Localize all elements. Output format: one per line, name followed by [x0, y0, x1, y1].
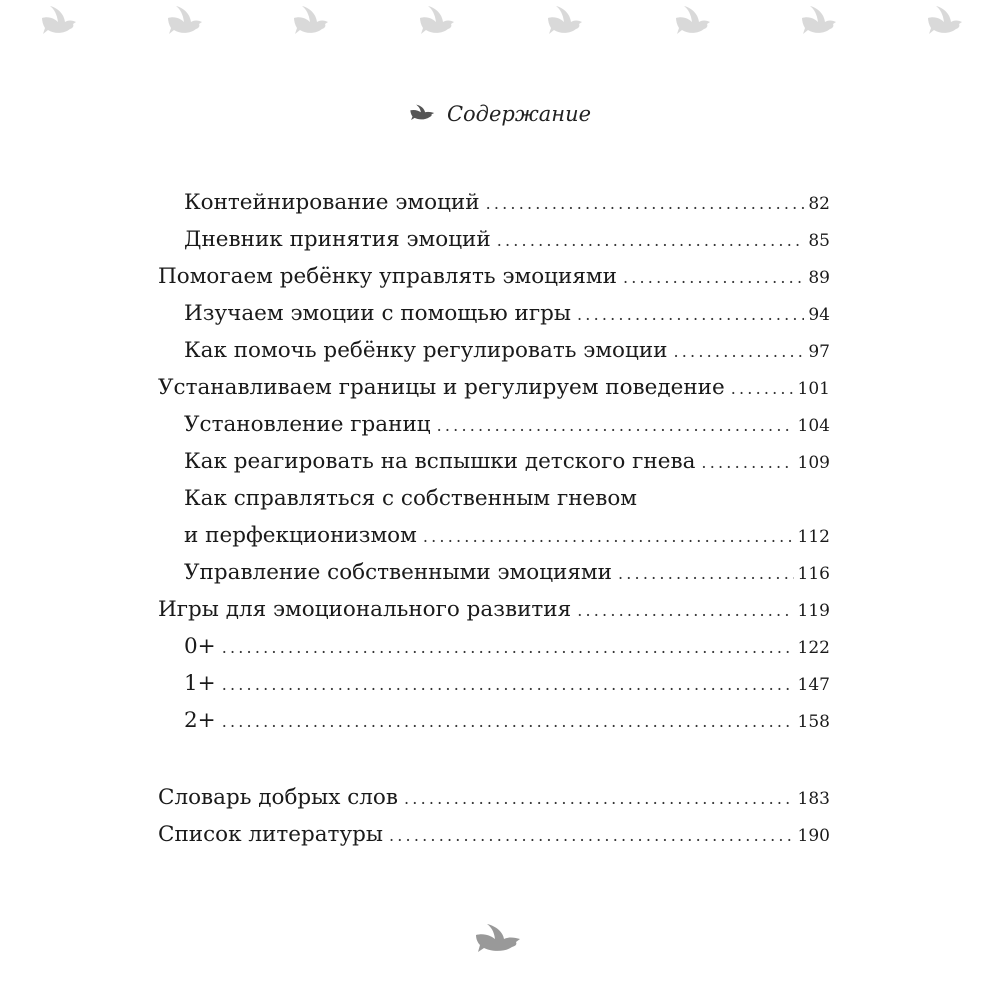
bird-icon	[166, 4, 206, 40]
dot-leader	[623, 259, 804, 296]
dot-leader	[404, 780, 794, 817]
table-of-contents	[158, 184, 830, 853]
toc-entry-page: 116	[797, 564, 830, 584]
dot-leader	[222, 703, 794, 740]
toc-entry-title: Как помочь ребёнку регулировать эмоции	[184, 338, 668, 363]
toc-entry-page: 158	[797, 712, 830, 732]
toc-entry-title: 0+	[184, 634, 216, 659]
dot-leader	[731, 370, 794, 407]
dot-leader	[701, 444, 793, 481]
bird-icon	[926, 4, 966, 40]
toc-entry-page: 122	[797, 638, 830, 658]
bird-icon	[409, 103, 437, 123]
toc-entry-title: Словарь добрых слов	[158, 785, 398, 810]
toc-entry-page: 101	[797, 379, 830, 399]
toc-entry-page: 82	[808, 194, 830, 214]
toc-entry-title: Контейнирование эмоций	[184, 190, 480, 215]
dot-leader	[577, 592, 793, 629]
toc-entry-page: 97	[808, 342, 830, 362]
bird-icon	[40, 4, 80, 40]
toc-entry[interactable]	[158, 406, 830, 443]
bird-icon	[474, 922, 524, 956]
bird-icon	[418, 4, 458, 40]
toc-entry-title: Устанавливаем границы и регулируем поведение	[158, 375, 725, 400]
toc-entry-title: Установление границ	[184, 412, 431, 437]
toc-entry[interactable]	[158, 702, 830, 739]
toc-entry[interactable]	[158, 665, 830, 702]
toc-entry[interactable]	[158, 591, 830, 628]
dot-leader	[618, 555, 794, 592]
toc-entry[interactable]	[158, 332, 830, 369]
toc-entry[interactable]	[158, 816, 830, 853]
toc-entry-page: 112	[797, 527, 830, 547]
bird-icon	[674, 4, 714, 40]
toc-entry[interactable]	[158, 480, 830, 554]
dot-leader	[437, 407, 794, 444]
toc-entry[interactable]	[158, 369, 830, 406]
toc-entry-title: Дневник принятия эмоций	[184, 227, 491, 252]
toc-entry[interactable]	[158, 295, 830, 332]
dot-leader	[222, 666, 794, 703]
bird-icon	[292, 4, 332, 40]
dot-leader	[673, 333, 804, 370]
toc-entry-page: 190	[797, 826, 830, 846]
toc-entry[interactable]	[158, 221, 830, 258]
toc-entry-title: Список литературы	[158, 822, 383, 847]
toc-entry[interactable]	[158, 628, 830, 665]
dot-leader	[577, 296, 804, 333]
toc-entry[interactable]	[158, 554, 830, 591]
toc-entry-page: 89	[808, 268, 830, 288]
toc-entry-title: Как реагировать на вспышки детского гнева	[184, 449, 696, 474]
toc-entry[interactable]	[158, 258, 830, 295]
toc-entry-title: Помогаем ребёнку управлять эмоциями	[158, 264, 617, 289]
toc-entry-page: 183	[797, 789, 830, 809]
toc-entry-page: 109	[797, 453, 830, 473]
decorative-bird-row	[0, 4, 1000, 52]
toc-entry-title-continued: и перфекционизмом	[184, 523, 417, 548]
toc-entry-page: 94	[808, 305, 830, 325]
toc-entry-page: 147	[797, 675, 830, 695]
toc-entry-title: 1+	[184, 671, 216, 696]
bird-icon	[546, 4, 586, 40]
toc-entry-title: Управление собственными эмоциями	[184, 560, 612, 585]
section-gap	[158, 739, 830, 779]
toc-entry-title: Как справляться с собственным гневом	[184, 486, 638, 511]
header-title: Содержание	[446, 102, 592, 126]
toc-entry-title: 2+	[184, 708, 216, 733]
dot-leader	[423, 518, 794, 555]
toc-entry[interactable]	[158, 779, 830, 816]
dot-leader	[486, 185, 805, 222]
dot-leader	[222, 629, 794, 666]
dot-leader	[389, 817, 794, 854]
toc-entry[interactable]	[158, 184, 830, 221]
toc-entry-title: Игры для эмоционального развития	[158, 597, 572, 622]
toc-entry-page: 119	[797, 601, 830, 621]
dot-leader	[497, 222, 805, 259]
toc-entry-page: 104	[797, 416, 830, 436]
bird-icon	[800, 4, 840, 40]
toc-entry-title: Изучаем эмоции с помощью игры	[184, 301, 571, 326]
toc-entry[interactable]	[158, 443, 830, 480]
running-header	[0, 102, 1000, 126]
toc-entry-page: 85	[808, 231, 830, 251]
